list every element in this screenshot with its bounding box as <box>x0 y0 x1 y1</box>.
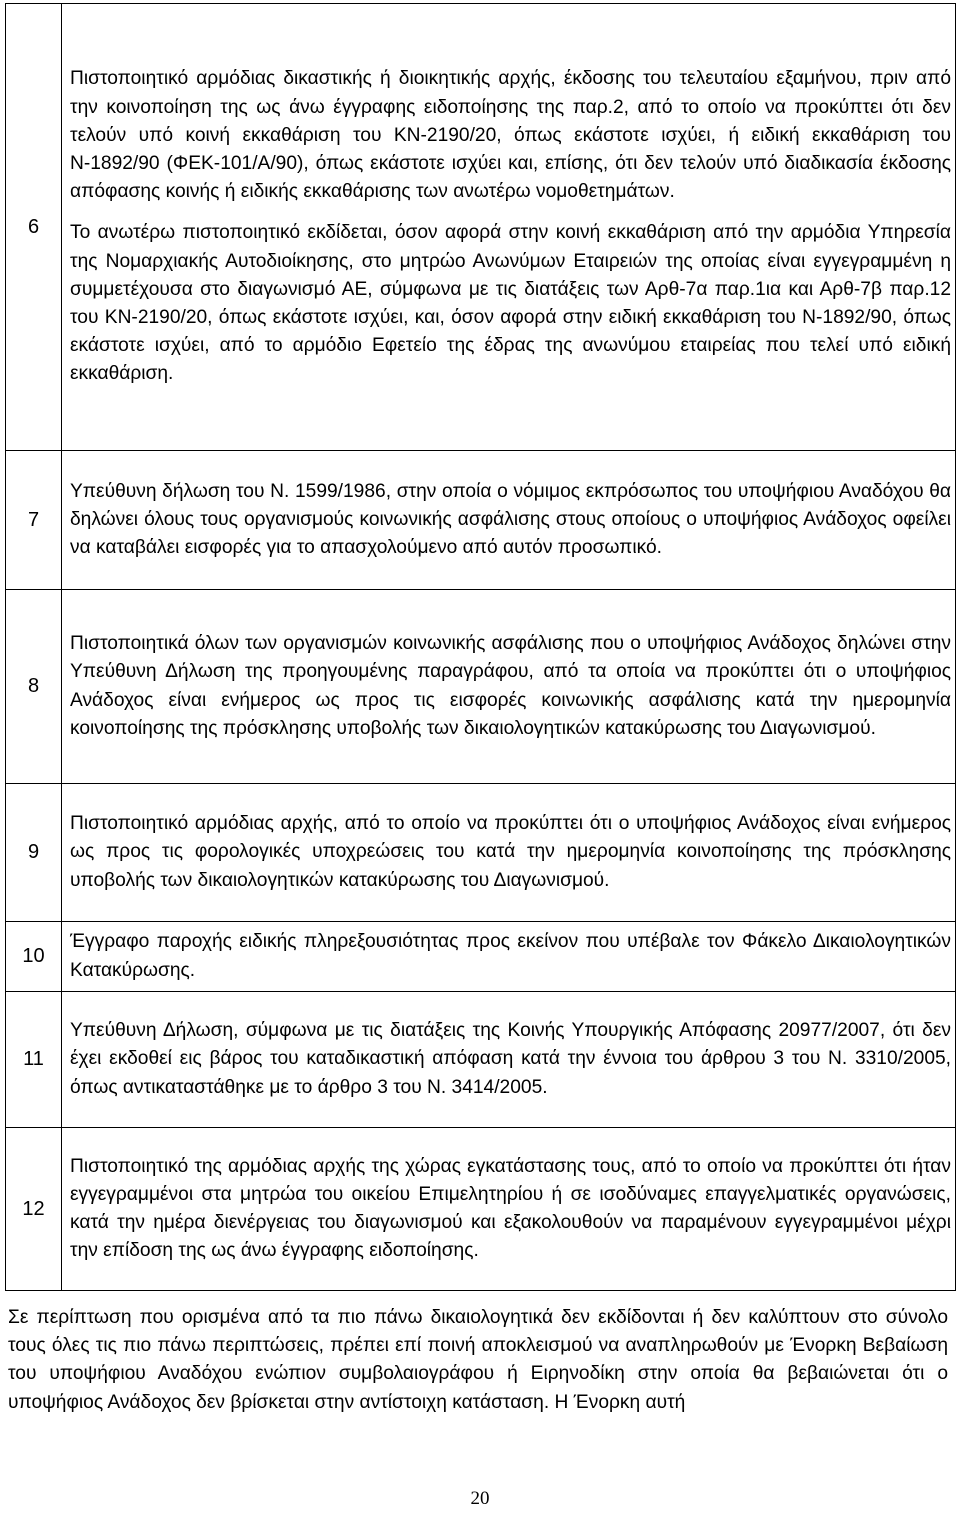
paragraph: Το ανωτέρω πιστοποιητικό εκδίδεται, όσον αφορά στην κοινή εκκαθάριση από την αρμόδια Υπηρεσία της Νομαρχιακής Αυτοδιοίκησης, στο μητρώο Ανωνύμων Εταιρειών της οποίας είναι εγγεγραμμένη η συμμετέχουσα στο διαγωνισμό ΑΕ, σύμφωνα με τις διατάξεις των Αρθ-7α παρ.1ια και Αρθ-7β παρ.12 του ΚΝ-2190/20, όπως εκάστοτε ισχύει, και, όσον αφορά στην ειδική εκκαθάριση του Ν-1892/90, όπως εκάστοτε ισχύει, από το αρμόδιο Εφετείο της έδρας της ανωνύμου εταιρείας που τελεί υπό ειδική εκκαθάριση. <box>70 222 951 385</box>
row-text <box>62 1128 956 1291</box>
table-row <box>6 922 956 992</box>
table-row <box>6 992 956 1128</box>
paragraph: Υπεύθυνη Δήλωση, σύμφωνα με τις διατάξεις της Κοινής Υπουργικής Απόφασης 20977/2007, ότι δεν έχει εκδοθεί εις βάρος του καταδικαστική απόφαση κατά την έννοια του άρθρου 3 του Ν. 3310/2005, όπως αντικαταστάθηκε με το άρθρο 3 του Ν. 3414/2005. <box>70 1020 951 1098</box>
page-number: 20 <box>470 1488 490 1509</box>
row-text <box>62 4 956 451</box>
table-row <box>6 1128 956 1291</box>
row-number: 10 <box>6 922 62 992</box>
row-number: 9 <box>6 784 62 922</box>
table-row <box>6 590 956 784</box>
table-row <box>6 451 956 590</box>
row-number: 6 <box>6 4 62 451</box>
row-number: 11 <box>6 992 62 1128</box>
table-row <box>6 784 956 922</box>
paragraph: Πιστοποιητικό αρμόδιας δικαστικής ή διοικητικής αρχής, έκδοσης του τελευταίου εξαμήνου, πριν από την κοινοποίηση της ως άνω έγγραφης ειδοποίησης της παρ.2, από το οποίο να προκύπτει ότι δεν τελούν υπό κοινή εκκαθάριση του ΚΝ-2190/20, όπως εκάστοτε ισχύει, ή ειδική εκκαθάριση του Ν-1892/90 (ΦΕΚ-101/Α/90), όπως εκάστοτε ισχύει και, επίσης, ότι δεν τελούν υπό διαδικασία έκδοσης απόφασης κοινής ή ειδικής εκκαθάρισης των ανωτέρω νομοθετημάτων. <box>70 68 951 203</box>
table-row <box>6 4 956 451</box>
paragraph: Πιστοποιητικό αρμόδιας αρχής, από το οποίο να προκύπτει ότι ο υποψήφιος Ανάδοχος είναι ενήμερος ως προς τις φορολογικές υποχρεώσεις του κατά την ημερομηνία κοινοποίησης της πρόσκλησης υποβολής των δικαιολογητικών κατακύρωσης του Διαγωνισμού. <box>70 813 951 891</box>
paragraph: Πιστοποιητικά όλων των οργανισμών κοινωνικής ασφάλισης που ο υποψήφιος Ανάδοχος δηλώνει στην Υπεύθυνη Δήλωση της προηγουμένης παραγράφου, από τα οποία να προκύπτει ότι ο υποψήφιος Ανάδοχος είναι ενήμερος ως προς τις εισφορές κοινωνικής ασφάλισης κατά την ημερομηνία κοινοποίησης της πρόσκλησης υποβολής των δικαιολογητικών κατακύρωσης του Διαγωνισμού. <box>70 633 951 739</box>
row-number: 12 <box>6 1128 62 1291</box>
paragraph: Πιστοποιητικό της αρμόδιας αρχής της χώρας εγκατάστασης τους, από το οποίο να προκύπτει ότι ήταν εγγεγραμμένοι στα μητρώα του οικείου Επιμελητηρίου ή σε ισοδύναμες επαγγελματικές οργανώσεις, κατά την ημέρα διενέργειας του διαγωνισμού και εξακολουθούν να παραμένουν εγγεγραμμένοι μέχρι την επίδοση της ως άνω έγγραφης ειδοποίησης. <box>70 1155 951 1262</box>
row-number: 8 <box>6 590 62 784</box>
row-text <box>62 590 956 784</box>
paragraph: Έγγραφο παροχής ειδικής πληρεξουσιότητας προς εκείνον που υπέβαλε τον Φάκελο Δικαιολογητικών Κατακύρωσης. <box>70 931 951 981</box>
body-paragraph: Σε περίπτωση που ορισμένα από τα πιο πάνω δικαιολογητικά δεν εκδίδονται ή δεν καλύπτουν στο σύνολο τους όλες τις πιο πάνω περιπτώσεις, πρέπει επί ποινή αποκλεισμού να αναπληρωθούν με Ένορκη Βεβαίωση του υποψήφιου Αναδόχου ενώπιον συμβολαιογράφου ή Ειρηνοδίκη στην οποία θα βεβαιώνεται ότι ο υποψήφιος Ανάδοχος δεν βρίσκεται στην αντίστοιχη κατάσταση. Η Ένορκη αυτή <box>8 1307 948 1413</box>
row-text <box>62 992 956 1128</box>
row-text <box>62 922 956 992</box>
requirements-table <box>5 3 956 1291</box>
row-text <box>62 784 956 922</box>
row-number: 7 <box>6 451 62 590</box>
row-text <box>62 451 956 590</box>
paragraph: Υπεύθυνη δήλωση του Ν. 1599/1986, στην οποία ο νόμιμος εκπρόσωπος του υποψήφιου Αναδόχου θα δηλώνει όλους τους οργανισμούς κοινωνικής ασφάλισης στους οποίους ο υποψήφιος Ανάδοχος οφείλει να καταβάλει εισφορές για το απασχολούμενο από αυτόν προσωπικό. <box>70 480 951 559</box>
